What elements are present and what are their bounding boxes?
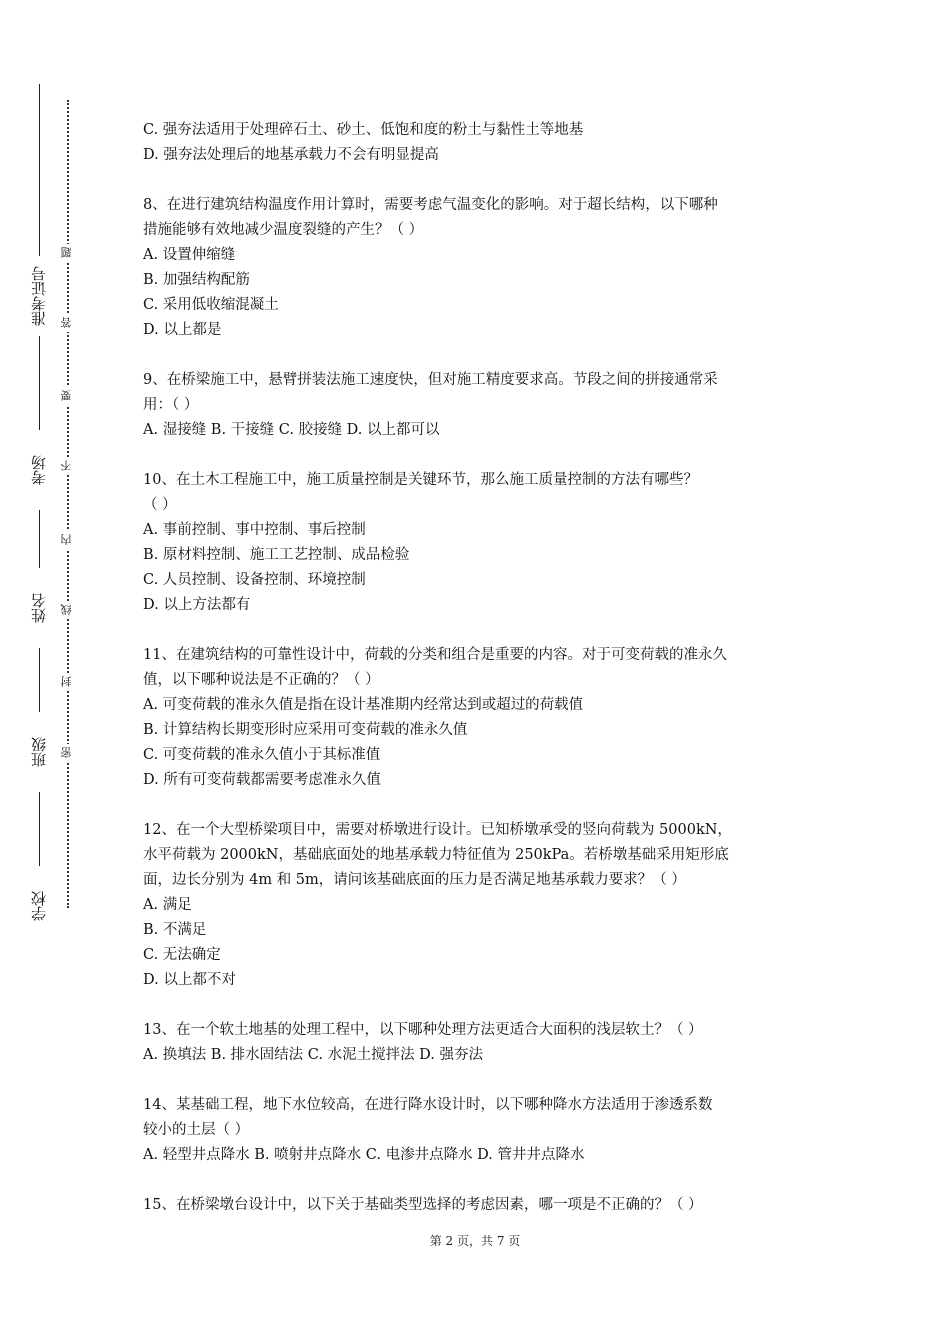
question-text-line: 13、在一个软土地基的处理工程中，以下哪种处理方法更适合大面积的浅层软土？（ ）: [143, 1022, 703, 1038]
answer-option: B. 不满足: [143, 922, 207, 938]
question-text-line: 值，以下哪种说法是不正确的？（ ）: [143, 672, 380, 688]
question-text-line: 11、在建筑结构的可靠性设计中，荷载的分类和组合是重要的内容。对于可变荷载的准永久: [143, 647, 727, 663]
question-text-line: 8、在进行建筑结构温度作用计算时，需要考虑气温变化的影响。对于超长结构，以下哪种: [143, 197, 718, 213]
answer-option: D. 以上都是: [143, 322, 222, 338]
question-text-line: 15、在桥梁墩台设计中，以下关于基础类型选择的考虑因素，哪一项是不正确的？（ ）: [143, 1197, 703, 1213]
paragraph-gap: [143, 343, 823, 368]
answer-option: C. 强夯法适用于处理碎石土、砂土、低饱和度的粉土与黏性土等地基: [143, 122, 584, 138]
paragraph-gap: [143, 618, 823, 643]
seal-char: 封: [58, 673, 78, 691]
answer-option: B. 加强结构配筋: [143, 272, 250, 288]
answer-option: C. 采用低收缩混凝土: [143, 297, 279, 313]
class-label: 班级: [23, 712, 55, 792]
question-text-line: 10、在土木工程施工中，施工质量控制是关键环节，那么施工质量控制的方法有哪些？: [143, 472, 698, 488]
question-text-line: 用：（ ）: [143, 397, 199, 413]
school-label: 学校: [23, 866, 55, 946]
exam-questions: [143, 118, 823, 1218]
seal-char: 要: [58, 387, 78, 405]
question-text-line: 12、在一个大型桥梁项目中，需要对桥墩进行设计。已知桥墩承受的竖向荷载为 5000kN，: [143, 822, 732, 838]
seal-char: 线: [58, 601, 78, 619]
question-text-line: 面，边长分别为 4m 和 5m，请问该基础底面的压力是否满足地基承载力要求？（ ）: [143, 872, 686, 888]
answer-option: A. 事前控制、事中控制、事后控制: [143, 522, 366, 538]
answer-option: B. 原材料控制、施工工艺控制、成品检验: [143, 547, 410, 563]
seal-char: 答: [58, 314, 78, 332]
answer-option: D. 以上都不对: [143, 972, 236, 988]
question-text-line: （ ）: [143, 497, 177, 513]
seal-char: 内: [58, 531, 78, 549]
paragraph-gap: [143, 993, 823, 1018]
question-text-line: 14、某基础工程，地下水位较高，在进行降水设计时，以下哪种降水方法适用于渗透系数: [143, 1097, 713, 1113]
answer-option: A. 换填法 B. 排水固结法 C. 水泥土搅拌法 D. 强夯法: [143, 1047, 484, 1063]
exam-number-label: 准考证号: [23, 256, 55, 336]
question-text-line: 措施能够有效地减少温度裂缝的产生？（ ）: [143, 222, 424, 238]
answer-option: A. 轻型井点降水 B. 喷射井点降水 C. 电渗井点降水 D. 管井井点降水: [143, 1147, 585, 1163]
seal-dotted-line: [67, 100, 69, 908]
answer-option: D. 所有可变荷载都需要考虑准永久值: [143, 772, 381, 788]
paragraph-gap: [143, 1068, 823, 1093]
paragraph-gap: [143, 1168, 823, 1193]
answer-option: D. 强夯法处理后的地基承载力不会有明显提高: [143, 147, 439, 163]
answer-option: C. 人员控制、设备控制、环境控制: [143, 572, 366, 588]
answer-option: C. 无法确定: [143, 947, 221, 963]
answer-option: B. 计算结构长期变形时应采用可变荷载的准永久值: [143, 722, 468, 738]
answer-option: C. 可变荷载的准永久值小于其标准值: [143, 747, 381, 763]
seal-char: 密: [58, 744, 78, 762]
name-label: 姓名: [23, 568, 55, 648]
question-text-line: 水平荷载为 2000kN，基础底面处的地基承载力特征值为 250kPa。若桥墩基础采用矩形底: [143, 847, 729, 863]
answer-option: D. 以上方法都有: [143, 597, 251, 613]
answer-option: A. 满足: [143, 897, 192, 913]
exam-room-label: 考场: [23, 430, 55, 510]
binding-margin: [0, 0, 100, 1344]
answer-option: A. 设置伸缩缝: [143, 247, 236, 263]
paragraph-gap: [143, 168, 823, 193]
question-text-line: 9、在桥梁施工中，悬臂拼装法施工速度快，但对施工精度要求高。节段之间的拼接通常采: [143, 372, 718, 388]
question-text-line: 较小的土层（ ）: [143, 1122, 250, 1138]
page-footer: 第 2 页，共 7 页: [429, 1234, 521, 1248]
seal-char: 不: [58, 457, 78, 475]
paragraph-gap: [143, 793, 823, 818]
answer-option: A. 湿接缝 B. 干接缝 C. 胶接缝 D. 以上都可以: [143, 422, 440, 438]
seal-char: 题: [58, 244, 78, 262]
paragraph-gap: [143, 443, 823, 468]
answer-option: A. 可变荷载的准永久值是指在设计基准期内经常达到或超过的荷载值: [143, 697, 584, 713]
